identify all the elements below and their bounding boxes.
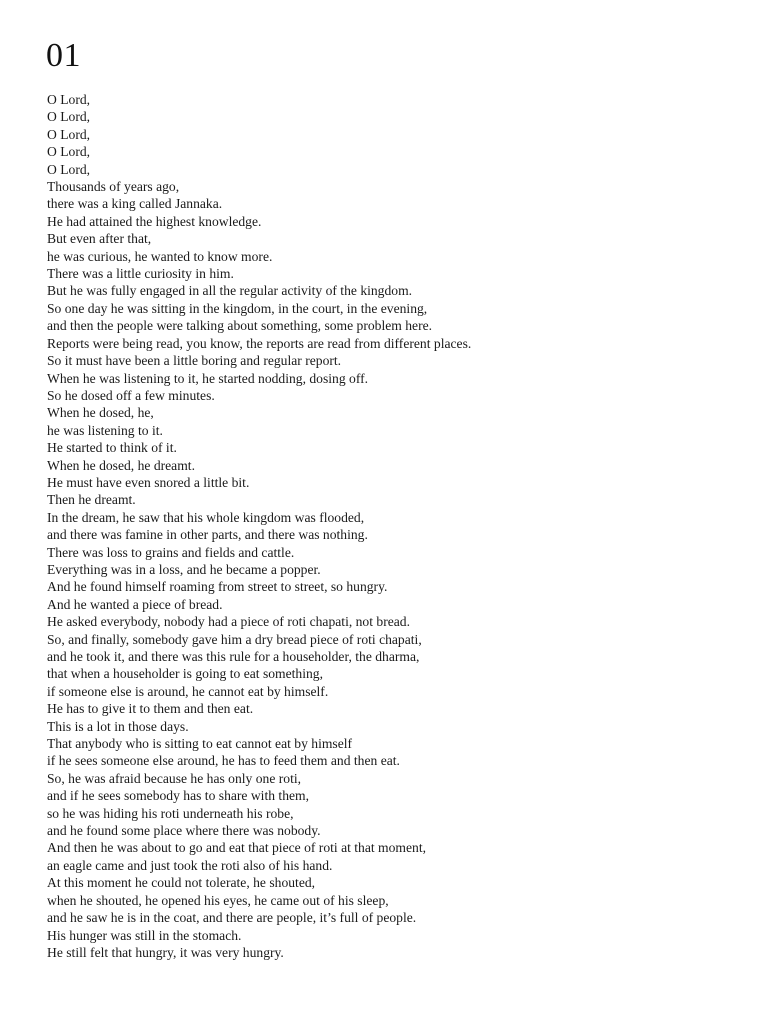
text-line: But he was fully engaged in all the regular activity of the kingdom. (47, 283, 413, 299)
text-line: he was curious, he wanted to know more. (47, 248, 273, 264)
text-line: He started to think of it. (47, 440, 177, 456)
text-line: In the dream, he saw that his whole kingdom was flooded, (47, 509, 365, 525)
page-number: 01 (46, 37, 81, 74)
text-line: O Lord, (47, 92, 91, 107)
text-line: if someone else is around, he cannot eat by himself. (47, 683, 329, 699)
text-line: O Lord, (47, 109, 91, 125)
text-line: So, and finally, somebody gave him a dry bread piece of roti chapati, (47, 631, 422, 647)
text-line: and if he sees somebody has to share with them, (47, 788, 309, 804)
text-line: That anybody who is sitting to eat cannot eat by himself (47, 736, 353, 752)
text-line: Thousands of years ago, (47, 179, 180, 195)
text-line: He still felt that hungry, it was very hungry. (47, 944, 284, 960)
text-line: And he wanted a piece of bread. (47, 596, 223, 612)
text-line: Reports were being read, you know, the reports are read from different places. (47, 335, 472, 351)
text-line: But even after that, (47, 231, 152, 247)
text-line: So, he was afraid because he has only one roti, (47, 770, 302, 786)
text-line: He has to give it to them and then eat. (47, 701, 254, 717)
text-line: so he was hiding his roti underneath his robe, (47, 805, 294, 821)
text-line: He must have even snored a little bit. (47, 474, 250, 490)
transcript-text (47, 91, 747, 961)
text-line: Then he dreamt. (47, 492, 136, 508)
text-line: an eagle came and just took the roti also of his hand. (47, 857, 333, 873)
text-line: When he dosed, he dreamt. (47, 457, 195, 473)
text-line: There was a little curiosity in him. (47, 266, 234, 282)
text-line: When he was listening to it, he started nodding, dosing off. (47, 370, 369, 386)
text-line: His hunger was still in the stomach. (47, 927, 242, 943)
text-line: when he shouted, he opened his eyes, he came out of his sleep, (47, 892, 389, 908)
text-line: and there was famine in other parts, and there was nothing. (47, 527, 368, 543)
text-line: So he dosed off a few minutes. (47, 387, 215, 403)
text-line: There was loss to grains and fields and cattle. (47, 544, 295, 560)
text-line: if he sees someone else around, he has to feed them and then eat. (47, 753, 400, 769)
text-line: O Lord, (47, 144, 91, 160)
text-line: So it must have been a little boring and regular report. (47, 353, 342, 369)
text-line: He had attained the highest knowledge. (47, 213, 262, 229)
text-line: And then he was about to go and eat that piece of roti at that moment, (47, 840, 427, 856)
text-line: So one day he was sitting in the kingdom, in the court, in the evening, (47, 300, 428, 316)
text-line: and he saw he is in the coat, and there are people, it’s full of people. (47, 910, 417, 926)
text-line: O Lord, (47, 126, 91, 142)
text-line: and he took it, and there was this rule for a householder, the dharma, (47, 649, 420, 664)
text-line: he was listening to it. (47, 422, 163, 438)
text-line: When he dosed, he, (47, 405, 154, 421)
text-line: that when a householder is going to eat something, (47, 666, 323, 682)
text-line: And he found himself roaming from street to street, so hungry. (47, 579, 388, 595)
text-line: Everything was in a loss, and he became a popper. (47, 561, 321, 577)
text-line: This is a lot in those days. (47, 718, 189, 734)
text-line: He asked everybody, nobody had a piece of roti chapati, not bread. (47, 614, 410, 630)
text-line: At this moment he could not tolerate, he shouted, (47, 875, 316, 891)
text-line: O Lord, (47, 161, 91, 177)
text-line: and then the people were talking about something, some problem here. (47, 318, 433, 334)
text-line: and he found some place where there was nobody. (47, 823, 321, 839)
text-line: there was a king called Jannaka. (47, 196, 223, 212)
